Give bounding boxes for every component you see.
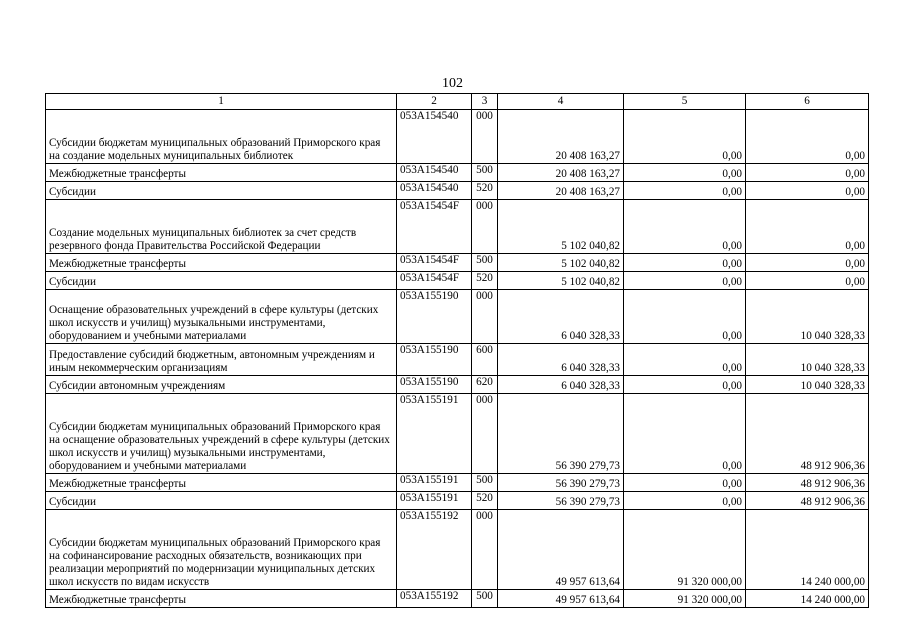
row-name-cell: Межбюджетные трансферты (46, 590, 397, 608)
row-code-cell: 053A15454F (397, 254, 472, 272)
row-code-cell: 053A154540 (397, 164, 472, 182)
row-value-6-cell: 0,00 (746, 182, 869, 200)
page-number: 102 (442, 76, 463, 91)
row-code-cell: 053A154540 (397, 182, 472, 200)
row-value-4-cell: 5 102 040,82 (498, 200, 624, 254)
row-type-cell: 000 (472, 110, 498, 164)
row-value-5-cell: 0,00 (624, 474, 746, 492)
row-value-4-cell: 56 390 279,73 (498, 474, 624, 492)
row-value-6-cell: 14 240 000,00 (746, 510, 869, 590)
row-value-5-cell: 0,00 (624, 290, 746, 344)
column-header: 3 (472, 94, 498, 110)
row-type-cell: 520 (472, 182, 498, 200)
row-type-cell: 000 (472, 394, 498, 474)
row-type-cell: 500 (472, 590, 498, 608)
row-type-cell: 600 (472, 344, 498, 376)
row-value-4-cell: 20 408 163,27 (498, 182, 624, 200)
row-name-cell: Межбюджетные трансферты (46, 474, 397, 492)
table-row (46, 474, 869, 492)
row-value-4-cell: 56 390 279,73 (498, 492, 624, 510)
row-code-cell: 053A155191 (397, 492, 472, 510)
row-value-5-cell: 0,00 (624, 394, 746, 474)
column-header: 4 (498, 94, 624, 110)
row-code-cell: 053A15454F (397, 272, 472, 290)
row-type-cell: 000 (472, 510, 498, 590)
column-header: 1 (46, 94, 397, 110)
table-body (46, 110, 869, 608)
row-code-cell: 053A155191 (397, 394, 472, 474)
row-value-6-cell: 0,00 (746, 110, 869, 164)
table-row (46, 200, 869, 254)
row-code-cell: 053A154540 (397, 110, 472, 164)
row-value-4-cell: 5 102 040,82 (498, 272, 624, 290)
row-value-5-cell: 0,00 (624, 254, 746, 272)
row-code-cell: 053A155191 (397, 474, 472, 492)
row-name-cell: Субсидии автономным учреждениям (46, 376, 397, 394)
row-name-cell: Межбюджетные трансферты (46, 164, 397, 182)
table-row (46, 272, 869, 290)
column-header: 2 (397, 94, 472, 110)
row-value-6-cell: 0,00 (746, 272, 869, 290)
row-value-4-cell: 20 408 163,27 (498, 110, 624, 164)
row-code-cell: 053A155192 (397, 590, 472, 608)
table-header-row (46, 94, 869, 110)
row-value-4-cell: 6 040 328,33 (498, 344, 624, 376)
budget-table (45, 93, 869, 608)
row-value-6-cell: 14 240 000,00 (746, 590, 869, 608)
row-value-4-cell: 49 957 613,64 (498, 510, 624, 590)
table-row (46, 344, 869, 376)
row-code-cell: 053A15454F (397, 200, 472, 254)
row-name-cell: Субсидии бюджетам муниципальных образований Приморского края на оснащение образовательных учреждений в сфере культуры (детских школ искусств и училищ) музыкальными инструментами, оборудованием и учебными материалами (46, 394, 397, 474)
row-value-4-cell: 6 040 328,33 (498, 376, 624, 394)
row-value-5-cell: 91 320 000,00 (624, 510, 746, 590)
table-row (46, 290, 869, 344)
row-value-4-cell: 20 408 163,27 (498, 164, 624, 182)
row-value-5-cell: 0,00 (624, 344, 746, 376)
column-header: 6 (746, 94, 869, 110)
row-value-4-cell: 56 390 279,73 (498, 394, 624, 474)
row-value-5-cell: 0,00 (624, 164, 746, 182)
table-row (46, 510, 869, 590)
row-value-6-cell: 0,00 (746, 254, 869, 272)
row-code-cell: 053A155192 (397, 510, 472, 590)
row-value-5-cell: 0,00 (624, 200, 746, 254)
row-code-cell: 053A155190 (397, 376, 472, 394)
row-type-cell: 620 (472, 376, 498, 394)
row-value-4-cell: 49 957 613,64 (498, 590, 624, 608)
row-value-6-cell: 48 912 906,36 (746, 394, 869, 474)
row-name-cell: Создание модельных муниципальных библиотек за счет средств резервного фонда Правительства Российской Федерации (46, 200, 397, 254)
table-row (46, 376, 869, 394)
row-value-5-cell: 0,00 (624, 110, 746, 164)
row-value-5-cell: 0,00 (624, 272, 746, 290)
row-code-cell: 053A155190 (397, 290, 472, 344)
table-row (46, 182, 869, 200)
row-value-5-cell: 0,00 (624, 182, 746, 200)
row-value-4-cell: 5 102 040,82 (498, 254, 624, 272)
table-row (46, 110, 869, 164)
row-name-cell: Оснащение образовательных учреждений в сфере культуры (детских школ искусств и училищ) музыкальными инструментами, оборудованием и учебными материалами (46, 290, 397, 344)
table-row (46, 492, 869, 510)
row-value-5-cell: 0,00 (624, 376, 746, 394)
row-name-cell: Субсидии бюджетам муниципальных образований Приморского края на софинансирование расходных обязательств, возникающих при реализации мероприятий по модернизации муниципальных детских школ искусств по видам искусств (46, 510, 397, 590)
row-name-cell: Межбюджетные трансферты (46, 254, 397, 272)
row-value-4-cell: 6 040 328,33 (498, 290, 624, 344)
table-row (46, 590, 869, 608)
table-row (46, 164, 869, 182)
row-value-5-cell: 0,00 (624, 492, 746, 510)
row-type-cell: 500 (472, 164, 498, 182)
row-type-cell: 000 (472, 200, 498, 254)
row-type-cell: 520 (472, 272, 498, 290)
row-value-6-cell: 0,00 (746, 200, 869, 254)
row-value-6-cell: 0,00 (746, 164, 869, 182)
table-row (46, 254, 869, 272)
row-type-cell: 000 (472, 290, 498, 344)
row-type-cell: 500 (472, 474, 498, 492)
row-value-6-cell: 10 040 328,33 (746, 290, 869, 344)
row-value-6-cell: 10 040 328,33 (746, 344, 869, 376)
row-name-cell: Субсидии (46, 182, 397, 200)
row-code-cell: 053A155190 (397, 344, 472, 376)
column-header: 5 (624, 94, 746, 110)
row-value-6-cell: 48 912 906,36 (746, 492, 869, 510)
table-row (46, 394, 869, 474)
row-name-cell: Предоставление субсидий бюджетным, автономным учреждениям и иным некоммерческим организациям (46, 344, 397, 376)
row-value-5-cell: 91 320 000,00 (624, 590, 746, 608)
row-type-cell: 500 (472, 254, 498, 272)
row-value-6-cell: 48 912 906,36 (746, 474, 869, 492)
row-type-cell: 520 (472, 492, 498, 510)
row-value-6-cell: 10 040 328,33 (746, 376, 869, 394)
row-name-cell: Субсидии бюджетам муниципальных образований Приморского края на создание модельных муниципальных библиотек (46, 110, 397, 164)
row-name-cell: Субсидии (46, 492, 397, 510)
row-name-cell: Субсидии (46, 272, 397, 290)
